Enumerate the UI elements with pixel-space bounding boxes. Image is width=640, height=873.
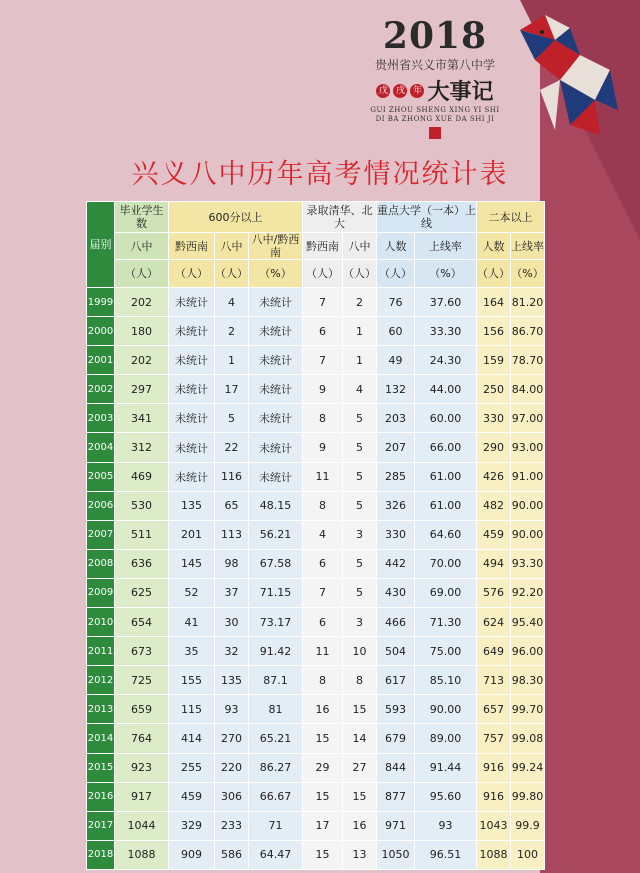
unit-cell: （人） <box>377 260 415 288</box>
data-cell: 41 <box>169 608 215 637</box>
table-row <box>87 462 545 491</box>
data-cell: 2 <box>215 317 249 346</box>
data-cell: 673 <box>115 637 169 666</box>
unit-cell: （人） <box>169 260 215 288</box>
data-cell: 73.17 <box>249 608 303 637</box>
data-cell: 466 <box>377 608 415 637</box>
data-cell: 44.00 <box>415 375 477 404</box>
year-cell: 2010 <box>87 608 115 637</box>
data-cell: 35 <box>169 637 215 666</box>
table-row <box>87 840 545 869</box>
data-cell: 89.00 <box>415 724 477 753</box>
data-cell: 32 <box>215 637 249 666</box>
data-cell: 61.00 <box>415 462 477 491</box>
data-cell: 5 <box>343 491 377 520</box>
data-cell: 482 <box>477 491 511 520</box>
data-cell: 5 <box>343 549 377 578</box>
data-cell: 未统计 <box>169 346 215 375</box>
data-cell: 1044 <box>115 811 169 840</box>
data-cell: 78.70 <box>511 346 545 375</box>
data-cell: 6 <box>303 608 343 637</box>
data-cell: 97.00 <box>511 404 545 433</box>
data-cell: 10 <box>343 637 377 666</box>
data-cell: 99.24 <box>511 753 545 782</box>
subheader-cell: 八中 <box>343 233 377 260</box>
data-cell: 5 <box>343 578 377 607</box>
subheader-cell: 人数 <box>477 233 511 260</box>
header-key: 重点大学（一本）上线 <box>377 202 477 233</box>
data-cell: 未统计 <box>169 375 215 404</box>
year-cell: 2009 <box>87 578 115 607</box>
header-year: 2018 <box>382 15 488 57</box>
subheader-cell: 八中/黔西南 <box>249 233 303 260</box>
data-cell: 96.51 <box>415 840 477 869</box>
data-cell: 75.00 <box>415 637 477 666</box>
data-cell: 135 <box>215 666 249 695</box>
table-row <box>87 288 545 317</box>
subheader-cell: 八中 <box>115 233 169 260</box>
data-cell: 156 <box>477 317 511 346</box>
data-cell: 312 <box>115 433 169 462</box>
data-cell: 530 <box>115 491 169 520</box>
data-cell: 4 <box>303 520 343 549</box>
data-cell: 未统计 <box>169 404 215 433</box>
data-cell: 60.00 <box>415 404 477 433</box>
unit-cell: （%） <box>511 260 545 288</box>
data-cell: 未统计 <box>249 433 303 462</box>
data-cell: 98.30 <box>511 666 545 695</box>
data-cell: 15 <box>303 840 343 869</box>
data-cell: 15 <box>303 724 343 753</box>
year-cell: 2004 <box>87 433 115 462</box>
data-cell: 95.40 <box>511 608 545 637</box>
data-cell: 5 <box>343 404 377 433</box>
data-cell: 71 <box>249 811 303 840</box>
data-cell: 91.42 <box>249 637 303 666</box>
data-cell: 92.20 <box>511 578 545 607</box>
data-cell: 93.00 <box>511 433 545 462</box>
unit-cell: （人） <box>115 260 169 288</box>
data-cell: 95.60 <box>415 782 477 811</box>
data-cell: 8 <box>343 666 377 695</box>
data-cell: 116 <box>215 462 249 491</box>
data-cell: 76 <box>377 288 415 317</box>
seal-1: 戊 <box>376 84 390 98</box>
data-cell: 430 <box>377 578 415 607</box>
data-cell: 93.30 <box>511 549 545 578</box>
data-cell: 69.00 <box>415 578 477 607</box>
year-cell: 2003 <box>87 404 115 433</box>
header-school: 贵州省兴义市第八中学 <box>374 58 495 72</box>
data-cell: 15 <box>343 782 377 811</box>
data-cell: 1043 <box>477 811 511 840</box>
subheader-cell: 上线率 <box>511 233 545 260</box>
data-cell: 202 <box>115 346 169 375</box>
table-row <box>87 404 545 433</box>
unit-cell: （%） <box>415 260 477 288</box>
data-cell: 1050 <box>377 840 415 869</box>
data-cell: 649 <box>477 637 511 666</box>
data-cell: 659 <box>115 695 169 724</box>
data-cell: 16 <box>343 811 377 840</box>
data-cell: 99.80 <box>511 782 545 811</box>
data-cell: 86.70 <box>511 317 545 346</box>
data-cell: 9 <box>303 375 343 404</box>
subheader-cell: 上线率 <box>415 233 477 260</box>
data-cell: 654 <box>115 608 169 637</box>
data-cell: 未统计 <box>169 288 215 317</box>
data-cell: 593 <box>377 695 415 724</box>
data-cell: 330 <box>377 520 415 549</box>
subheader-cell: 黔西南 <box>169 233 215 260</box>
table-row <box>87 782 545 811</box>
year-cell: 2013 <box>87 695 115 724</box>
data-cell: 49 <box>377 346 415 375</box>
data-cell: 657 <box>477 695 511 724</box>
data-cell: 4 <box>215 288 249 317</box>
data-cell: 24.30 <box>415 346 477 375</box>
stamp-icon <box>429 127 441 139</box>
data-cell: 8 <box>303 404 343 433</box>
data-cell: 2 <box>343 288 377 317</box>
data-cell: 71.30 <box>415 608 477 637</box>
table-row <box>87 637 545 666</box>
table-row <box>87 520 545 549</box>
data-cell: 306 <box>215 782 249 811</box>
data-cell: 100 <box>511 840 545 869</box>
data-cell: 329 <box>169 811 215 840</box>
data-cell: 15 <box>343 695 377 724</box>
header-grad: 毕业学生数 <box>115 202 169 233</box>
data-cell: 87.1 <box>249 666 303 695</box>
table-row <box>87 811 545 840</box>
data-cell: 511 <box>115 520 169 549</box>
data-cell: 844 <box>377 753 415 782</box>
seal-3: 年 <box>410 84 424 98</box>
data-cell: 725 <box>115 666 169 695</box>
data-cell: 285 <box>377 462 415 491</box>
data-cell: 459 <box>477 520 511 549</box>
data-cell: 5 <box>215 404 249 433</box>
data-cell: 99.70 <box>511 695 545 724</box>
data-cell: 909 <box>169 840 215 869</box>
data-cell: 未统计 <box>249 288 303 317</box>
seal-2: 戌 <box>393 84 407 98</box>
data-cell: 290 <box>477 433 511 462</box>
data-cell: 617 <box>377 666 415 695</box>
table-row <box>87 724 545 753</box>
data-cell: 30 <box>215 608 249 637</box>
data-cell: 679 <box>377 724 415 753</box>
table-row <box>87 317 545 346</box>
data-cell: 1 <box>343 317 377 346</box>
table-row <box>87 433 545 462</box>
year-cell: 2005 <box>87 462 115 491</box>
data-cell: 764 <box>115 724 169 753</box>
data-cell: 85.10 <box>415 666 477 695</box>
header-pinyin-2: DI BA ZHONG XUE DA SHI JI <box>375 115 495 123</box>
data-cell: 未统计 <box>249 462 303 491</box>
data-cell: 442 <box>377 549 415 578</box>
data-cell: 504 <box>377 637 415 666</box>
table-row <box>87 578 545 607</box>
data-cell: 71.15 <box>249 578 303 607</box>
data-cell: 15 <box>303 782 343 811</box>
data-cell: 207 <box>377 433 415 462</box>
year-cell: 2016 <box>87 782 115 811</box>
data-cell: 未统计 <box>249 317 303 346</box>
year-cell: 2014 <box>87 724 115 753</box>
data-cell: 90.00 <box>511 491 545 520</box>
year-cell: 2012 <box>87 666 115 695</box>
page-title: 兴义八中历年高考情况统计表 <box>131 159 509 190</box>
unit-cell: （人） <box>343 260 377 288</box>
data-cell: 586 <box>215 840 249 869</box>
data-cell: 91.00 <box>511 462 545 491</box>
data-cell: 90.00 <box>415 695 477 724</box>
data-cell: 29 <box>303 753 343 782</box>
data-cell: 未统计 <box>169 317 215 346</box>
data-cell: 56.21 <box>249 520 303 549</box>
data-cell: 48.15 <box>249 491 303 520</box>
data-cell: 155 <box>169 666 215 695</box>
table-row <box>87 608 545 637</box>
header-600: 600分以上 <box>169 202 303 233</box>
data-cell: 6 <box>303 549 343 578</box>
data-cell: 270 <box>215 724 249 753</box>
data-cell: 1088 <box>477 840 511 869</box>
data-cell: 115 <box>169 695 215 724</box>
year-cell: 2008 <box>87 549 115 578</box>
data-cell: 1 <box>343 346 377 375</box>
data-cell: 90.00 <box>511 520 545 549</box>
data-cell: 159 <box>477 346 511 375</box>
data-cell: 未统计 <box>249 404 303 433</box>
table-row <box>87 695 545 724</box>
year-cell: 2017 <box>87 811 115 840</box>
data-cell: 201 <box>169 520 215 549</box>
year-cell: 2015 <box>87 753 115 782</box>
data-cell: 145 <box>169 549 215 578</box>
data-cell: 250 <box>477 375 511 404</box>
data-cell: 86.27 <box>249 753 303 782</box>
unit-cell: （人） <box>215 260 249 288</box>
data-cell: 459 <box>169 782 215 811</box>
data-cell: 64.47 <box>249 840 303 869</box>
data-cell: 426 <box>477 462 511 491</box>
data-cell: 576 <box>477 578 511 607</box>
data-cell: 未统计 <box>169 462 215 491</box>
subheader-cell: 人数 <box>377 233 415 260</box>
year-cell: 1999 <box>87 288 115 317</box>
data-cell: 17 <box>303 811 343 840</box>
data-cell: 93 <box>215 695 249 724</box>
data-cell: 9 <box>303 433 343 462</box>
data-cell: 33.30 <box>415 317 477 346</box>
data-cell: 113 <box>215 520 249 549</box>
data-cell: 81.20 <box>511 288 545 317</box>
year-cell: 2006 <box>87 491 115 520</box>
data-cell: 202 <box>115 288 169 317</box>
data-cell: 341 <box>115 404 169 433</box>
year-cell: 2011 <box>87 637 115 666</box>
data-cell: 625 <box>115 578 169 607</box>
data-cell: 66.67 <box>249 782 303 811</box>
data-cell: 8 <box>303 666 343 695</box>
data-cell: 11 <box>303 462 343 491</box>
data-cell: 52 <box>169 578 215 607</box>
subheader-cell: 黔西南 <box>303 233 343 260</box>
table-row <box>87 666 545 695</box>
data-cell: 3 <box>343 520 377 549</box>
year-cell: 2018 <box>87 840 115 869</box>
year-cell: 2007 <box>87 520 115 549</box>
data-cell: 5 <box>343 462 377 491</box>
data-cell: 971 <box>377 811 415 840</box>
data-cell: 66.00 <box>415 433 477 462</box>
data-cell: 164 <box>477 288 511 317</box>
data-cell: 22 <box>215 433 249 462</box>
data-cell: 414 <box>169 724 215 753</box>
table-row <box>87 753 545 782</box>
data-cell: 未统计 <box>249 375 303 404</box>
data-cell: 99.9 <box>511 811 545 840</box>
data-cell: 1088 <box>115 840 169 869</box>
data-cell: 132 <box>377 375 415 404</box>
data-cell: 7 <box>303 578 343 607</box>
data-cell: 6 <box>303 317 343 346</box>
data-cell: 297 <box>115 375 169 404</box>
data-cell: 469 <box>115 462 169 491</box>
data-cell: 65 <box>215 491 249 520</box>
data-cell: 37.60 <box>415 288 477 317</box>
data-cell: 917 <box>115 782 169 811</box>
header-pinyin-1: GUI ZHOU SHENG XING YI SHI <box>370 106 500 114</box>
year-cell: 2002 <box>87 375 115 404</box>
table-row <box>87 491 545 520</box>
data-cell: 未统计 <box>169 433 215 462</box>
data-cell: 135 <box>169 491 215 520</box>
table-row <box>87 346 545 375</box>
data-cell: 180 <box>115 317 169 346</box>
data-cell: 64.60 <box>415 520 477 549</box>
data-cell: 923 <box>115 753 169 782</box>
header-side: 届别 <box>87 202 115 288</box>
header-logo <box>360 15 510 143</box>
data-cell: 624 <box>477 608 511 637</box>
data-cell: 203 <box>377 404 415 433</box>
data-cell: 99.08 <box>511 724 545 753</box>
stats-table <box>86 201 545 870</box>
data-cell: 494 <box>477 549 511 578</box>
data-cell: 16 <box>303 695 343 724</box>
data-cell: 220 <box>215 753 249 782</box>
table-row <box>87 375 545 404</box>
data-cell: 70.00 <box>415 549 477 578</box>
subheader-cell: 八中 <box>215 233 249 260</box>
data-cell: 未统计 <box>249 346 303 375</box>
year-cell: 2001 <box>87 346 115 375</box>
data-cell: 1 <box>215 346 249 375</box>
dog-emblem-icon <box>500 10 620 140</box>
header-qb: 录取清华、北大 <box>303 202 377 233</box>
data-cell: 11 <box>303 637 343 666</box>
data-cell: 4 <box>343 375 377 404</box>
unit-cell: （%） <box>249 260 303 288</box>
unit-cell: （人） <box>477 260 511 288</box>
data-cell: 5 <box>343 433 377 462</box>
data-cell: 61.00 <box>415 491 477 520</box>
data-cell: 65.21 <box>249 724 303 753</box>
data-cell: 37 <box>215 578 249 607</box>
data-cell: 17 <box>215 375 249 404</box>
data-cell: 96.00 <box>511 637 545 666</box>
data-cell: 255 <box>169 753 215 782</box>
data-cell: 3 <box>343 608 377 637</box>
data-cell: 98 <box>215 549 249 578</box>
data-cell: 81 <box>249 695 303 724</box>
data-cell: 84.00 <box>511 375 545 404</box>
unit-cell: （人） <box>303 260 343 288</box>
year-cell: 2000 <box>87 317 115 346</box>
data-cell: 877 <box>377 782 415 811</box>
data-cell: 14 <box>343 724 377 753</box>
header-title-row <box>360 75 510 106</box>
data-cell: 7 <box>303 346 343 375</box>
data-cell: 326 <box>377 491 415 520</box>
data-cell: 8 <box>303 491 343 520</box>
data-cell: 233 <box>215 811 249 840</box>
data-cell: 13 <box>343 840 377 869</box>
data-cell: 7 <box>303 288 343 317</box>
header-second: 二本以上 <box>477 202 545 233</box>
data-cell: 916 <box>477 753 511 782</box>
data-cell: 916 <box>477 782 511 811</box>
data-cell: 330 <box>477 404 511 433</box>
data-cell: 757 <box>477 724 511 753</box>
data-cell: 67.58 <box>249 549 303 578</box>
data-cell: 713 <box>477 666 511 695</box>
data-cell: 91.44 <box>415 753 477 782</box>
header-big-title: 大事记 <box>427 80 494 105</box>
data-cell: 60 <box>377 317 415 346</box>
table-row <box>87 549 545 578</box>
data-cell: 636 <box>115 549 169 578</box>
data-cell: 27 <box>343 753 377 782</box>
data-cell: 93 <box>415 811 477 840</box>
